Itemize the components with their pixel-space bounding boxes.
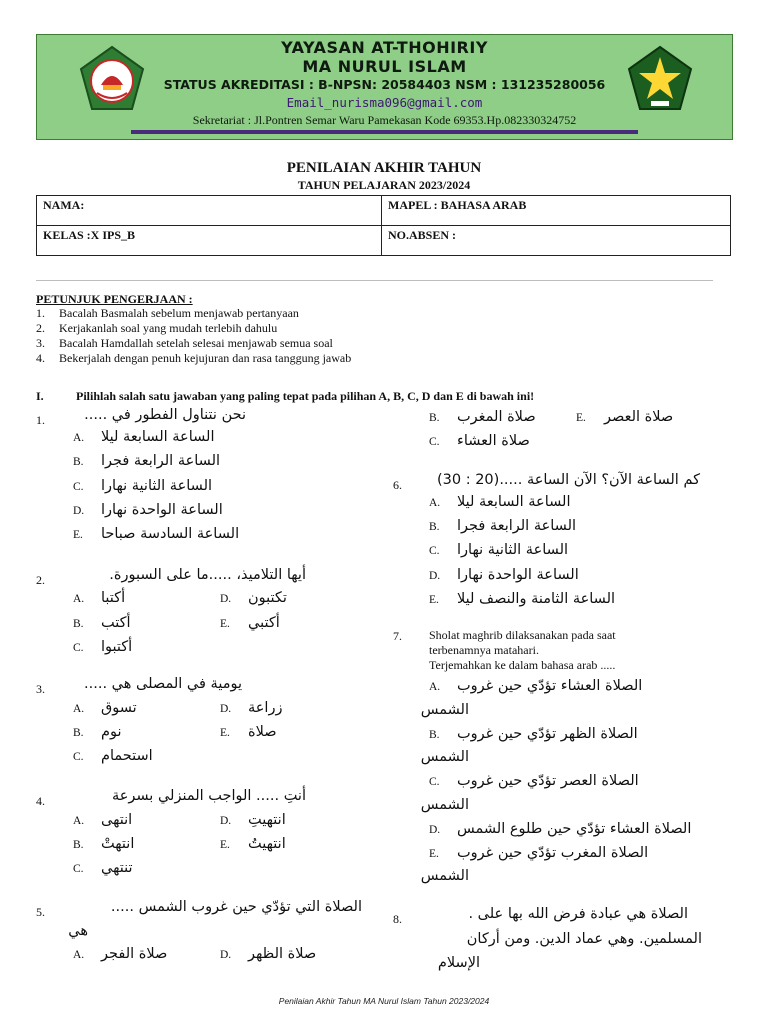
answer-option[interactable]: D. زراعة	[220, 700, 283, 716]
answer-option[interactable]: A. صلاة الفجر	[73, 946, 168, 962]
answer-option-continued: الشمس	[420, 702, 469, 718]
question-number: 6.	[393, 478, 402, 492]
answer-option[interactable]: E. الصلاة المغرب تؤدّي حين غروب	[429, 845, 649, 861]
question-stem: الصلاة التي تؤدّي حين غروب الشمس .....	[110, 899, 362, 915]
instruction-item: 1. Bacalah Basmalah sebelum menjawab pertanyaan	[36, 306, 299, 320]
answer-option[interactable]: B. صلاة المغرب	[429, 409, 536, 425]
question-number: 7.	[393, 629, 402, 643]
answer-option-continued: الشمس	[420, 868, 469, 884]
class-field: KELAS :X IPS_B	[37, 226, 382, 256]
answer-option[interactable]: A. الساعة السابعة ليلا	[429, 494, 571, 510]
section-heading: I. Pilihlah salah satu jawaban yang paling tepat pada pilihan A, B, C, D dan E di bawah ini!	[36, 389, 535, 403]
answer-option[interactable]: C. أكتبوا	[73, 639, 133, 655]
answer-option[interactable]: B. نوم	[73, 724, 122, 740]
question-number: 1.	[36, 413, 45, 427]
answer-option[interactable]: C. صلاة العشاء	[429, 433, 530, 449]
answer-option[interactable]: B. انتهتْ	[73, 836, 135, 852]
answer-option[interactable]: C. الساعة الثانية نهارا	[429, 542, 569, 558]
answer-option[interactable]: A. أكتبا	[73, 590, 126, 606]
absence-number-field[interactable]: NO.ABSEN :	[382, 226, 731, 256]
student-identity-table	[36, 195, 731, 256]
question-stem-continued: هي	[68, 923, 88, 939]
answer-option[interactable]: C. الساعة الثانية نهارا	[73, 478, 213, 494]
answer-option[interactable]: B. الساعة الرابعة فجرا	[73, 453, 221, 469]
instructions-list	[36, 306, 496, 366]
answer-option[interactable]: B. أكتب	[73, 615, 131, 631]
question-stem-continued: المسلمين. وهي عماد الدين. ومن أركان	[466, 931, 702, 947]
document-title: PENILAIAN AKHIR TAHUN	[286, 160, 482, 176]
answer-option[interactable]: E. الساعة السادسة صباحا	[73, 526, 240, 542]
answer-option[interactable]: C. الصلاة العصر تؤدّي حين غروب	[429, 773, 639, 789]
question-stem: يومية في المصلى هي .....	[84, 676, 242, 692]
answer-option[interactable]: A. الصلاة العشاء تؤدّي حين غروب	[429, 678, 643, 694]
answer-option[interactable]: C. استحمام	[73, 748, 153, 764]
question-stem: Sholat maghrib dilaksanakan pada saat terbenamnya matahari. Terjemahkan ke dalam bahasa arab .....	[429, 628, 616, 672]
answer-option[interactable]: B. الساعة الرابعة فجرا	[429, 518, 577, 534]
question-number: 2.	[36, 573, 45, 587]
answer-option[interactable]: A. انتهى	[73, 812, 133, 828]
answer-option[interactable]: D. الساعة الواحدة نهارا	[429, 567, 579, 583]
answer-option[interactable]: D. الساعة الواحدة نهارا	[73, 502, 223, 518]
answer-option[interactable]: B. الصلاة الظهر تؤدّي حين غروب	[429, 726, 638, 742]
question-number: 8.	[393, 912, 402, 926]
accreditation-status: STATUS AKREDITASI : B-NPSN: 20584403 NSM : 131235280056	[163, 77, 606, 92]
instruction-item: 2. Kerjakanlah soal yang mudah terlebih dahulu	[36, 321, 278, 335]
kemenag-emblem-icon	[625, 45, 695, 115]
name-field[interactable]: NAMA:	[37, 196, 382, 226]
answer-option[interactable]: E. صلاة العصر	[576, 409, 674, 425]
answer-option-continued: الشمس	[420, 797, 469, 813]
letterhead	[36, 34, 733, 140]
question-stem: كم الساعة الآن؟ الآن الساعة .....(20 : 30)	[436, 472, 700, 488]
page-footer: Penilaian Akhir Tahun MA Nurul Islam Tahun 2023/2024	[278, 996, 490, 1006]
instructions-title: PETUNJUK PENGERJAAN :	[36, 292, 193, 306]
answer-option[interactable]: A. الساعة السابعة ليلا	[73, 429, 215, 445]
answer-option[interactable]: D. تكتبون	[220, 590, 287, 606]
answer-option[interactable]: E. صلاة	[220, 724, 277, 740]
school-address: Sekretariat : Jl.Pontren Semar Waru Pamekasan Kode 69353.Hp.082330324752	[192, 113, 577, 127]
question-number: 3.	[36, 682, 45, 696]
question-stem: نحن نتناول الفطور في .....	[84, 407, 246, 423]
answer-option-continued: الشمس	[420, 749, 469, 765]
answer-option[interactable]: D. انتهيتِ	[220, 812, 286, 828]
answer-option[interactable]: A. تسوق	[73, 700, 137, 716]
divider-line	[36, 280, 713, 281]
header-divider	[131, 130, 638, 134]
school-name: MA NURUL ISLAM	[302, 57, 467, 76]
question-stem-continued: الإسلام	[437, 955, 480, 971]
question-stem: أنتِ ..... الواجب المنزلي بسرعة	[111, 788, 306, 804]
foundation-name: YAYASAN AT-THOHIRIY	[281, 38, 488, 57]
school-email: Email_nurisma096@gmail.com	[286, 95, 483, 110]
answer-option[interactable]: C. تنتهي	[73, 860, 133, 876]
answer-option[interactable]: E. أكتبي	[220, 615, 280, 631]
answer-option[interactable]: E. انتهيتُ	[220, 836, 286, 852]
document-subtitle: TAHUN PELAJARAN 2023/2024	[297, 178, 471, 192]
instruction-item: 3. Bacalah Hamdallah setelah selesai menjawab semua soal	[36, 336, 333, 350]
subject-field: MAPEL : BAHASA ARAB	[382, 196, 731, 226]
answer-option[interactable]: E. الساعة الثامنة والنصف ليلا	[429, 591, 616, 607]
answer-option[interactable]: D. صلاة الظهر	[220, 946, 317, 962]
question-number: 4.	[36, 794, 45, 808]
answer-option[interactable]: D. الصلاة العشاء تؤدّي حين طلوع الشمس	[429, 821, 692, 837]
question-stem: الصلاة هي عبادة فرض الله بها على .	[468, 906, 688, 922]
instruction-item: 4. Bekerjalah dengan penuh kejujuran dan rasa tanggung jawab	[36, 351, 352, 365]
question-stem: أيها التلاميذ، .....ما على السبورة.	[109, 567, 306, 583]
question-number: 5.	[36, 905, 45, 919]
